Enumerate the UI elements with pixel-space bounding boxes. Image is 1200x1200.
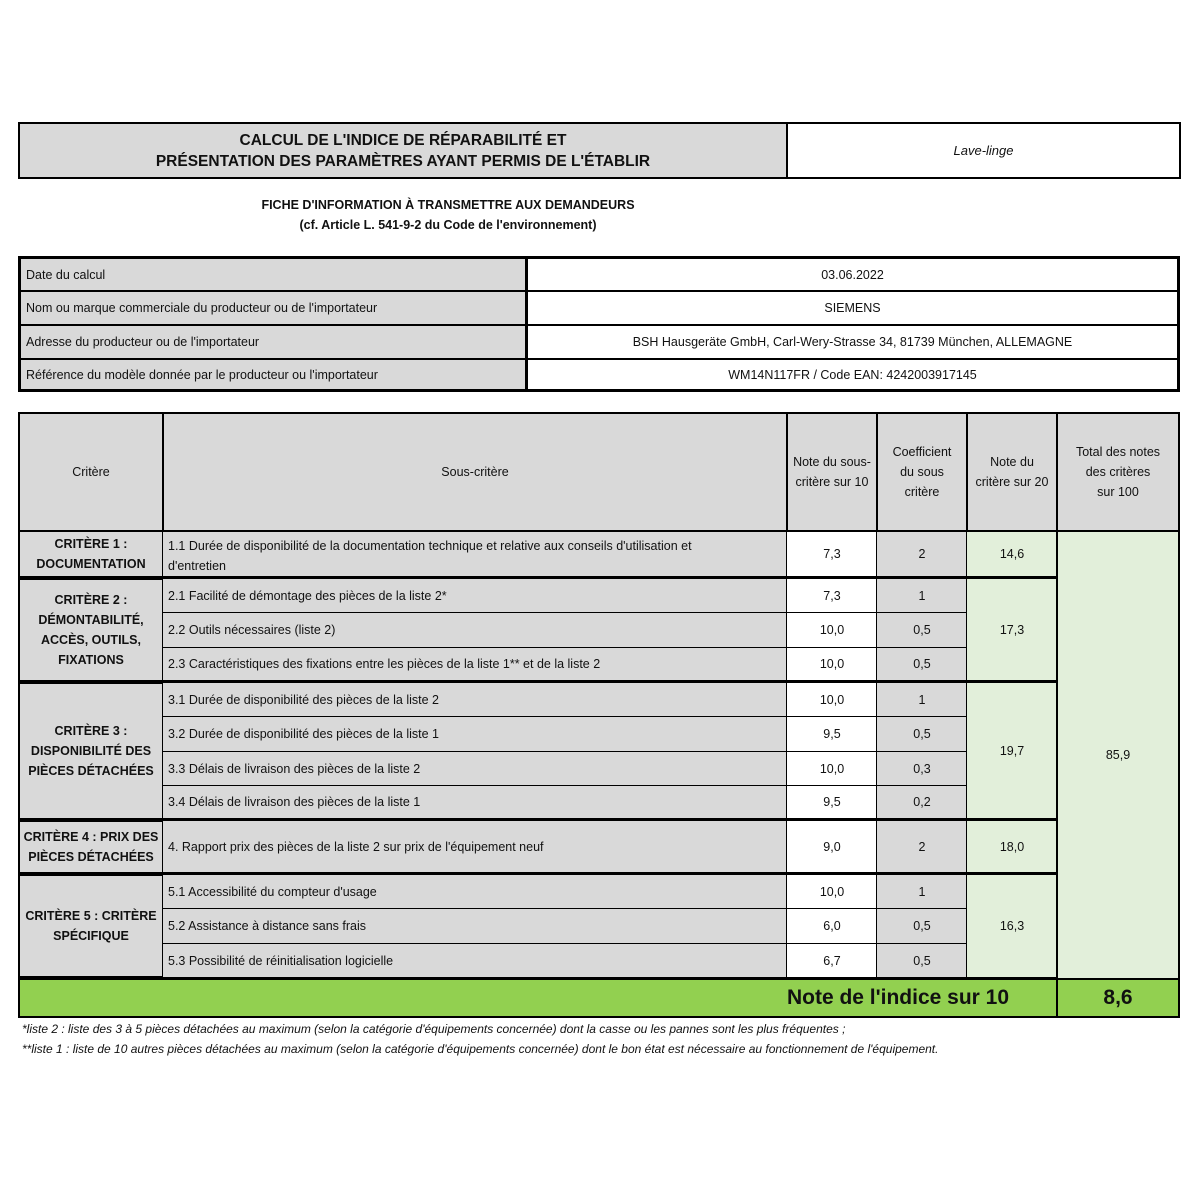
- row-2-1-label: 2.1 Facilité de démontage des pièces de la liste 2*: [162, 578, 788, 613]
- header-coef-l3: critère: [904, 485, 940, 499]
- header-total-l2: des critères: [1085, 465, 1151, 479]
- index-value: 8,6: [1056, 978, 1180, 1018]
- info-value-reference: WM14N117FR / Code EAN: 4242003917145: [526, 359, 1178, 390]
- row-3-4-label: 3.4 Délais de livraison des pièces de la liste 1: [162, 785, 788, 820]
- row-1-1-note: 7,3: [786, 530, 878, 578]
- footnote-liste-2: *liste 2 : liste des 3 à 5 pièces détachées au maximum (selon la catégorie d'équipements concernée) dont la casse ou les pannes sont les plus fréquentes ;: [22, 1022, 846, 1036]
- row-2-2-coef: 0,5: [876, 612, 968, 648]
- criterion-2-score: 17,3: [966, 578, 1058, 682]
- header-total-l3: sur 100: [1097, 485, 1139, 499]
- row-5-2-note: 6,0: [786, 908, 878, 944]
- row-2-3-coef: 0,5: [876, 647, 968, 682]
- criterion-1-label: CRITÈRE 1 : DOCUMENTATION: [18, 530, 164, 578]
- score-table: [18, 412, 1180, 1018]
- header-coefficient: [876, 412, 968, 532]
- row-2-2-note: 10,0: [786, 612, 878, 648]
- header-critere: Critère: [18, 412, 164, 532]
- info-label-address: Adresse du producteur ou de l'importateur: [20, 325, 526, 359]
- row-5-2-coef: 0,5: [876, 908, 968, 944]
- info-label-reference: Référence du modèle donnée par le producteur ou l'importateur: [20, 359, 526, 390]
- criterion-5-label: CRITÈRE 5 : CRITÈRE SPÉCIFIQUE: [18, 874, 164, 978]
- header-note-sous-critere: [786, 412, 878, 532]
- row-3-3-coef: 0,3: [876, 751, 968, 786]
- criterion-3-score: 19,7: [966, 682, 1058, 820]
- criterion-5-score: 16,3: [966, 874, 1058, 978]
- row-3-1-coef: 1: [876, 682, 968, 717]
- row-3-3-note: 10,0: [786, 751, 878, 786]
- header-note-sous-l1: Note du sous-: [793, 455, 871, 469]
- header-note-sous-l2: critère sur 10: [795, 475, 869, 489]
- header-total-l1: Total des notes: [1075, 445, 1161, 459]
- fiche-line1: FICHE D'INFORMATION À TRANSMETTRE AUX DEMANDEURS: [261, 198, 635, 212]
- header-total: [1056, 412, 1180, 532]
- index-label: Note de l'indice sur 10: [786, 986, 1010, 1009]
- row-2-2-label: 2.2 Outils nécessaires (liste 2): [162, 612, 788, 648]
- row-5-1-coef: 1: [876, 874, 968, 909]
- row-3-4-coef: 0,2: [876, 785, 968, 820]
- row-4-label: 4. Rapport prix des pièces de la liste 2 sur prix de l'équipement neuf: [162, 820, 788, 874]
- row-5-1-label: 5.1 Accessibilité du compteur d'usage: [162, 874, 788, 909]
- report-title-line1: CALCUL DE L'INDICE DE RÉPARABILITÉ ET: [239, 131, 567, 149]
- criterion-3-label: CRITÈRE 3 : DISPONIBILITÉ DES PIÈCES DÉTACHÉES: [18, 682, 164, 820]
- row-3-2-label: 3.2 Durée de disponibilité des pièces de la liste 1: [162, 716, 788, 752]
- row-4-coef: 2: [876, 820, 968, 874]
- report-title-line2: PRÉSENTATION DES PARAMÈTRES AYANT PERMIS DE L'ÉTABLIR: [155, 152, 651, 170]
- info-value-brand: SIEMENS: [526, 291, 1178, 325]
- row-5-3-note: 6,7: [786, 943, 878, 978]
- row-3-1-label: 3.1 Durée de disponibilité des pièces de la liste 2: [162, 682, 788, 717]
- row-5-3-coef: 0,5: [876, 943, 968, 978]
- row-1-1-label: 1.1 Durée de disponibilité de la documentation technique et relative aux conseils d'utilisation et d'entretien: [162, 530, 788, 578]
- report-title-box: [18, 122, 788, 179]
- fiche-line2: (cf. Article L. 541-9-2 du Code de l'environnement): [299, 218, 597, 232]
- footnotes: [22, 1019, 1182, 1059]
- row-3-3-label: 3.3 Délais de livraison des pièces de la liste 2: [162, 751, 788, 786]
- row-5-1-note: 10,0: [786, 874, 878, 909]
- info-value-date: 03.06.2022: [526, 258, 1178, 291]
- row-5-2-label: 5.2 Assistance à distance sans frais: [162, 908, 788, 944]
- header-sous-critere: Sous-critère: [162, 412, 788, 532]
- row-3-2-note: 9,5: [786, 716, 878, 752]
- header-coef-l2: du sous: [900, 465, 944, 479]
- header-note-crit-l1: Note du: [990, 455, 1034, 469]
- row-3-4-note: 9,5: [786, 785, 878, 820]
- info-label-brand: Nom ou marque commerciale du producteur ou de l'importateur: [20, 291, 526, 325]
- total-score-100: 85,9: [1056, 530, 1180, 980]
- info-table: [18, 256, 1180, 392]
- fiche-subtitle: [18, 195, 878, 235]
- footnote-liste-1: **liste 1 : liste de 10 autres pièces détachées au maximum (selon la catégorie d'équipements concernée) dont le bon état est nécessaire au fonctionnement de l'équipement.: [22, 1042, 939, 1056]
- row-2-3-label: 2.3 Caractéristiques des fixations entre les pièces de la liste 1** et de la liste 2: [162, 647, 788, 682]
- row-2-3-note: 10,0: [786, 647, 878, 682]
- row-5-3-label: 5.3 Possibilité de réinitialisation logicielle: [162, 943, 788, 978]
- criterion-4-score: 18,0: [966, 820, 1058, 874]
- criterion-1-score: 14,6: [966, 530, 1058, 578]
- header-coef-l1: Coefficient: [892, 445, 952, 459]
- criterion-4-label: CRITÈRE 4 : PRIX DES PIÈCES DÉTACHÉES: [18, 820, 164, 874]
- row-1-1-coef: 2: [876, 530, 968, 578]
- row-3-2-coef: 0,5: [876, 716, 968, 752]
- row-3-1-note: 10,0: [786, 682, 878, 717]
- header-note-crit-l2: critère sur 20: [975, 475, 1049, 489]
- info-label-date: Date du calcul: [20, 258, 526, 291]
- info-value-address: BSH Hausgeräte GmbH, Carl-Wery-Strasse 34, 81739 München, ALLEMAGNE: [526, 325, 1178, 359]
- product-type: Lave-linge: [786, 122, 1181, 179]
- row-2-1-coef: 1: [876, 578, 968, 613]
- row-4-note: 9,0: [786, 820, 878, 874]
- criterion-2-label: CRITÈRE 2 : DÉMONTABILITÉ, ACCÈS, OUTILS, FIXATIONS: [18, 578, 164, 682]
- header-note-critere: [966, 412, 1058, 532]
- row-2-1-note: 7,3: [786, 578, 878, 613]
